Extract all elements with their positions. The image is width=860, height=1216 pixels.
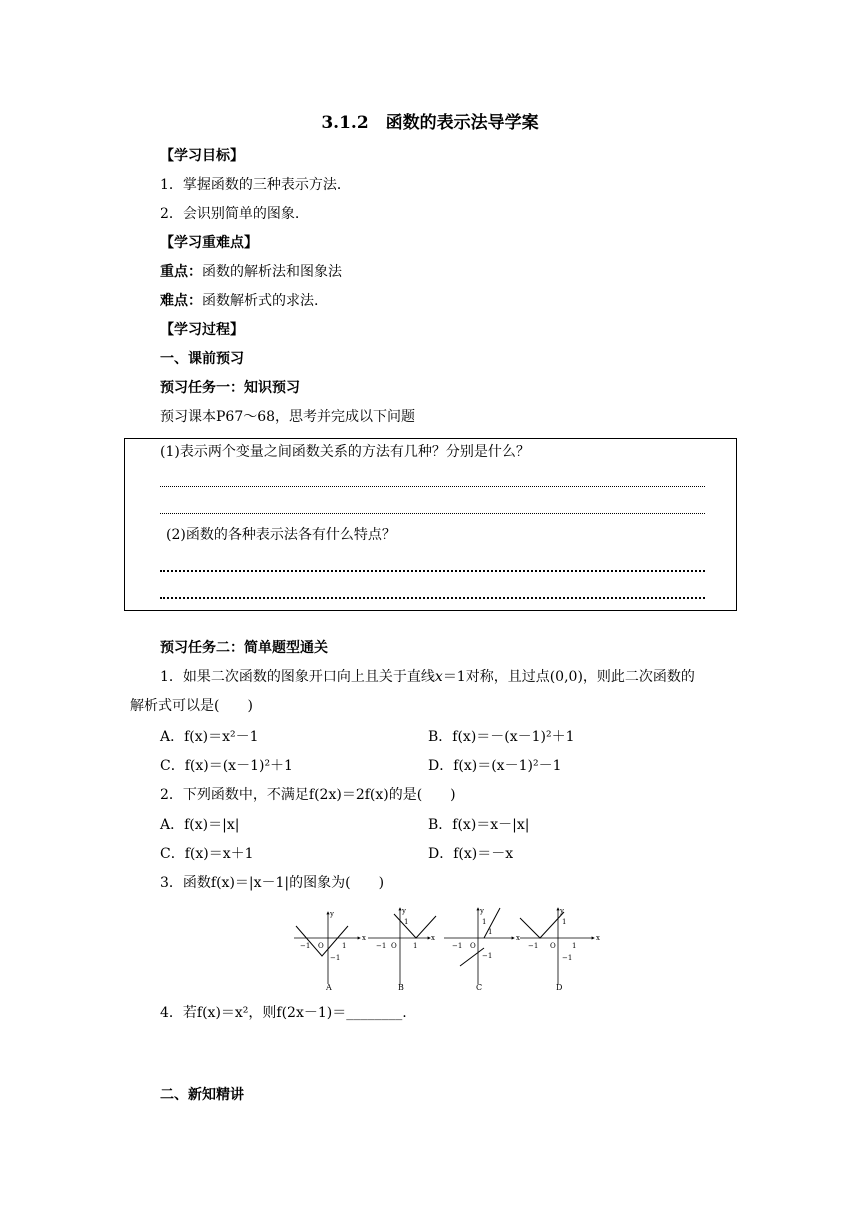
answer-line-2	[160, 513, 705, 514]
graph-b-tick-1: 1	[413, 942, 418, 950]
graph-d	[520, 907, 600, 992]
graph-a-tick-1: 1	[342, 942, 347, 950]
graph-d-tick-y-neg1: −1	[562, 954, 573, 962]
graph-d-y-label: y	[560, 907, 564, 915]
problem-2-stem: 2．下列函数中，不满足f(2x)＝2f(x)的是( )	[160, 787, 456, 803]
problem-1-stem	[160, 668, 695, 686]
graph-c-tick-y-neg1: −1	[482, 952, 493, 960]
problem-2-option-b: B．f(x)＝x－|x|	[428, 817, 530, 833]
graph-b-y-label: y	[402, 907, 406, 915]
section2-heading: 二、新知精讲	[160, 1087, 244, 1103]
graph-b-tick-neg1: −1	[376, 942, 387, 950]
problem-1-stem-a: 1．如果二次函数的图象开口向上且关于直线	[160, 669, 435, 685]
problem-1-option-c: C．f(x)＝(x－1)²＋1	[160, 758, 293, 774]
graph-b-x-label: x	[431, 934, 435, 942]
graph-c-x-label: x	[516, 934, 520, 942]
graph-d-label: D	[556, 983, 563, 992]
key-text: 函数的解析法和图象法	[202, 264, 342, 280]
graph-d-x-label: x	[596, 934, 600, 942]
problem-2-option-c: C．f(x)＝x＋1	[160, 846, 254, 862]
graph-a-y-label: y	[330, 910, 334, 918]
goal-item-1: 1．掌握函数的三种表示方法．	[160, 177, 351, 193]
task2-heading: 预习任务二：简单题型通关	[160, 640, 328, 656]
process-heading: 【学习过程】	[160, 322, 244, 338]
graph-options-figure	[288, 904, 608, 992]
task1-intro: 预习课本P67～68，思考并完成以下问题	[160, 409, 416, 425]
graph-c-tick-y-1: 1	[482, 918, 487, 926]
hard-label: 难点：	[160, 293, 202, 309]
problem-3-stem: 3．函数f(x)＝|x－1|的图象为( )	[160, 875, 385, 891]
problem-1-stem-b: ＝1对称，且过点(0,0)，则此二次函数的	[442, 669, 695, 685]
graph-c-y-label: y	[480, 907, 484, 915]
question-box	[124, 438, 737, 611]
key-points-heading: 【学习重难点】	[160, 235, 258, 251]
goals-heading: 【学习目标】	[160, 148, 244, 164]
problem-1-var: x	[434, 669, 443, 685]
graph-a-label: A	[326, 983, 332, 992]
section1-heading: 一、课前预习	[160, 351, 244, 367]
graph-a-tick-y-neg1: −1	[330, 954, 341, 962]
graph-c-label: C	[476, 983, 483, 992]
graph-d-tick-1: 1	[572, 942, 577, 950]
graph-a-tick-neg1: −1	[300, 942, 311, 950]
problem-2-option-a: A．f(x)＝|x|	[160, 817, 240, 833]
problem-1-option-b: B．f(x)＝－(x－1)²＋1	[428, 729, 575, 745]
problem-1-stem-cont: 解析式可以是( )	[130, 698, 253, 714]
graph-b-tick-y-1: 1	[404, 918, 409, 926]
graph-d-tick-neg1: −1	[528, 942, 539, 950]
graph-b-origin: O	[391, 942, 397, 950]
page-title: 3.1.2 函数的表示法导学案	[321, 113, 539, 133]
graph-a	[294, 910, 366, 992]
hard-text: 函数解析式的求法.	[202, 293, 319, 309]
question-1: (1)表示两个变量之间函数关系的方法有几种？分别是什么？	[160, 444, 530, 460]
answer-line-4	[160, 597, 705, 599]
graph-a-origin: O	[318, 942, 324, 950]
graph-b	[368, 907, 436, 992]
graph-c-origin: O	[470, 942, 476, 950]
hard-point-line	[160, 292, 318, 310]
answer-line-1	[160, 486, 705, 487]
graph-c	[444, 907, 520, 992]
goal-item-2: 2．会识别简单的图象.	[160, 206, 300, 222]
task1-heading: 预习任务一：知识预习	[160, 380, 300, 396]
graph-c-tick-neg1: −1	[452, 942, 463, 950]
question-2: (2)函数的各种表示法各有什么特点？	[166, 527, 396, 543]
key-point-line	[160, 263, 342, 281]
graph-c-tick-1: 1	[488, 928, 493, 936]
problem-4-stem: 4．若f(x)＝x²，则f(2x－1)＝________.	[160, 1005, 407, 1021]
problem-2-option-d: D．f(x)＝－x	[428, 846, 514, 862]
graph-d-origin: O	[550, 942, 556, 950]
graph-b-label: B	[398, 983, 404, 992]
answer-line-3	[160, 570, 705, 572]
problem-1-option-a: A．f(x)＝x²－1	[160, 729, 259, 745]
graph-a-x-label: x	[362, 934, 366, 942]
key-label: 重点：	[160, 264, 202, 280]
problem-1-option-d: D．f(x)＝(x－1)²－1	[428, 758, 562, 774]
graph-d-tick-y-1: 1	[562, 918, 567, 926]
